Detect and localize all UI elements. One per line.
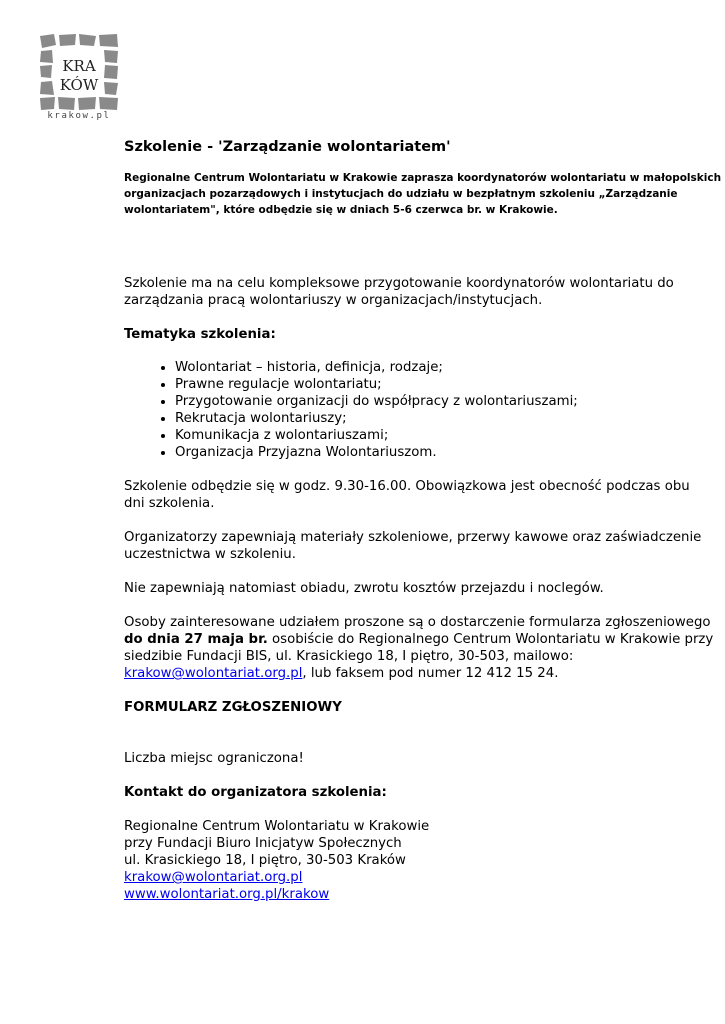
krakow-logo [38,33,120,123]
list-item: • Prawne regulacje wolontariatu; [175,376,714,393]
application-deadline: do dnia 27 maja br. [124,632,268,647]
contact-line: Regionalne Centrum Wolontariatu w Krakowie [124,819,430,834]
krakow-logo-icon [38,33,120,111]
contact-email-link[interactable]: krakow@wolontariat.org.pl [124,870,303,885]
list-item: • Organizacja Przyjazna Wolontariuszom. [175,444,714,461]
list-item: • Rekrutacja wolontariuszy; [175,410,714,427]
limited-places-text: Liczba miejsc ograniczona! [124,751,304,766]
topics-heading: Tematyka szkolenia: [124,327,276,342]
list-item: • Przygotowanie organizacji do współpracy z wolontariuszami; [175,393,714,410]
not-provided-paragraph: Nie zapewniają natomiast obiadu, zwrotu kosztów przejazdu i noclegów. [124,581,604,596]
intro-paragraph: Szkolenie ma na celu kompleksowe przygotowanie koordynatorów wolontariatu do zarządzania pracą wolontariuszy w organizacjach/instytucjach. [124,276,674,308]
application-paragraph [124,614,714,682]
application-text: osobiście do Regionalnego Centrum Wolontariatu w Krakowie przy siedzibie Fundacji BIS, ul. Krasickiego 18, I piętro, 30-503, mailowo: [124,632,714,664]
form-heading: FORMULARZ ZGŁOSZENIOWY [124,700,342,715]
application-text: Osoby zainteresowane udziałem proszone są o dostarczenie formularza zgłoszeniowego [124,615,711,630]
list-item: • Wolontariat – historia, definicja, rodzaje; [175,359,714,376]
contact-block [124,818,714,903]
list-item: • Komunikacja z wolontariuszami; [175,427,714,444]
svg-text:KRA: KRA [62,57,96,75]
application-email-link[interactable]: krakow@wolontariat.org.pl [124,666,303,681]
topics-list [124,359,714,461]
lead-paragraph: Regionalne Centrum Wolontariatu w Krakowie zaprasza koordynatorów wolontariatu w małopolskich organizacjach pozarządowych i instytucjach do udziału w bezpłatnym szkoleniu „Zarządzanie wolontariatem", które odbędzie się w dniach 5-6 czerwca br. w Krakowie. [124,172,722,216]
contact-website-link[interactable]: www.wolontariat.org.pl/krakow [124,887,330,902]
contact-heading: Kontakt do organizatora szkolenia: [124,785,387,800]
schedule-paragraph: Szkolenie odbędzie się w godz. 9.30-16.00. Obowiązkowa jest obecność podczas obu dni szkolenia. [124,479,690,511]
logo-caption: krakow.pl [47,111,111,121]
contact-line: ul. Krasickiego 18, I piętro, 30-503 Kraków [124,853,406,868]
application-text: , lub faksem pod numer 12 412 15 24. [302,666,559,681]
provided-paragraph: Organizatorzy zapewniają materiały szkoleniowe, przerwy kawowe oraz zaświadczenie uczestnictwa w szkoleniu. [124,530,702,562]
svg-text:KÓW: KÓW [59,76,99,94]
contact-line: przy Fundacji Biuro Inicjatyw Społecznych [124,836,402,851]
document-body [124,138,722,903]
page-title: Szkolenie - 'Zarządzanie wolontariatem' [124,139,451,155]
